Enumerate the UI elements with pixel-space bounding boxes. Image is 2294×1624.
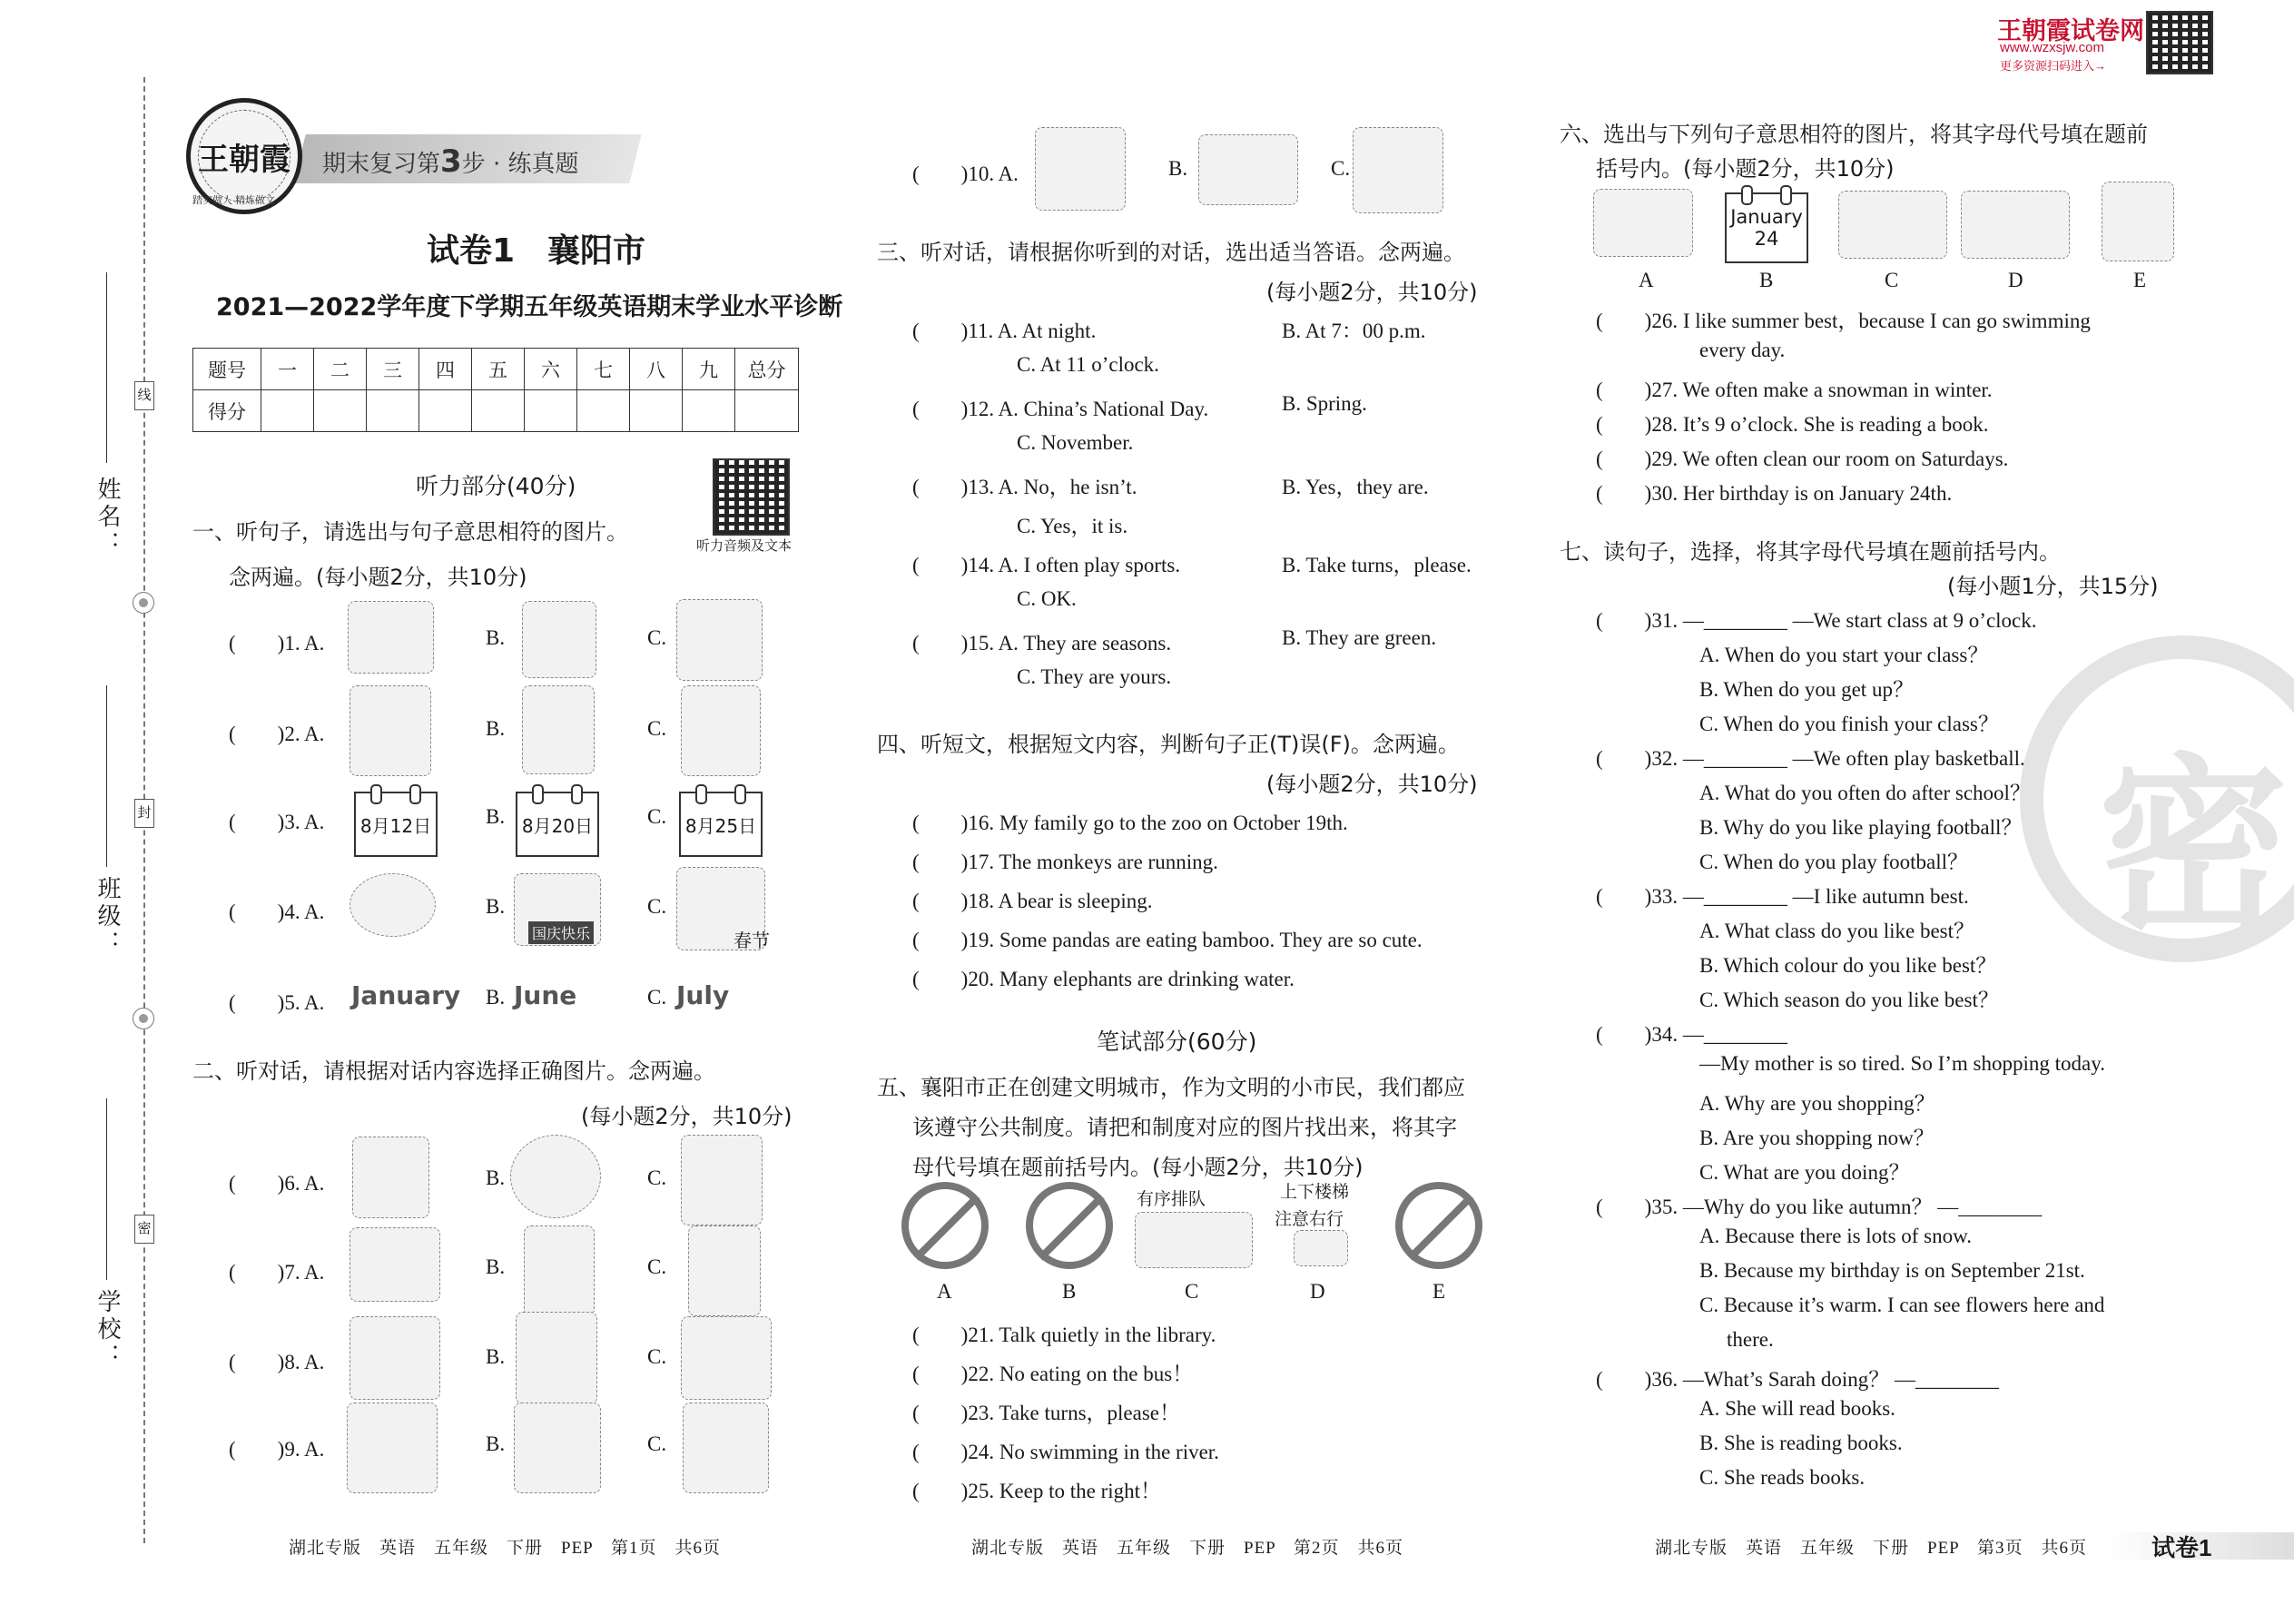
s6-letter-c: C <box>1885 269 1899 291</box>
s6-calendar-month: January <box>1730 206 1803 228</box>
q3-calendar-a: 8月12日 <box>354 792 438 857</box>
no-swimming-sign-icon <box>1395 1182 1482 1269</box>
q14-b: B. Take turns，please. <box>1282 554 1472 576</box>
q4-picture-a-mooncake <box>350 873 436 937</box>
s6-picture-a <box>1593 189 1693 257</box>
q11: ( )11. A. At night. <box>912 320 1097 342</box>
q31-a: A. When do you start your class？ <box>1699 644 1989 666</box>
q12-c: C. November. <box>1017 431 1134 454</box>
watermark-seal: 密 <box>2020 635 2294 962</box>
q35-c-cont: there. <box>1727 1328 1774 1351</box>
q6-picture-a <box>352 1137 429 1218</box>
q8-label: ( )8. A. <box>229 1351 325 1373</box>
score-cell: 八 <box>630 349 683 390</box>
q10-c-label: C. <box>1331 157 1351 180</box>
q6-picture-c <box>681 1135 763 1225</box>
q6-c-label: C. <box>647 1166 667 1189</box>
s5-letter-e: E <box>1433 1280 1446 1303</box>
banner-text: 期末复习第3步 · 练真题 <box>322 143 579 180</box>
q12: ( )12. A. China’s National Day. <box>912 398 1209 420</box>
score-blank[interactable] <box>577 390 630 432</box>
class-label: 班级： <box>94 876 121 958</box>
score-blank[interactable] <box>683 390 735 432</box>
q8-b-label: B. <box>486 1345 506 1368</box>
q36-a: A. She will read books. <box>1699 1397 1895 1420</box>
q1-picture-a <box>348 601 434 674</box>
s5-letter-a: A <box>937 1280 952 1303</box>
no-talking-sign-icon <box>1026 1182 1113 1269</box>
s2-title: 二、听对话，请根据对话内容选择正确图片。念两遍。 <box>192 1058 715 1084</box>
footer-page-2: 湖北专版 英语 五年级 下册 PEP 第2页 共6页 <box>971 1539 1404 1558</box>
q36: ( )36. —What’s Sarah doing？ —________ <box>1596 1368 1999 1391</box>
q9-picture-c <box>683 1403 769 1493</box>
q18: ( )18. A bear is sleeping. <box>912 890 1153 912</box>
score-cell: 六 <box>525 349 577 390</box>
score-table <box>192 348 799 432</box>
s3-score: (每小题2分，共10分) <box>1266 280 1478 305</box>
q26: ( )26. I like summer best，because I can go swimming <box>1596 310 2091 332</box>
q29: ( )29. We often clean our room on Saturdays. <box>1596 448 2009 470</box>
q15-c: C. They are yours. <box>1017 665 1172 688</box>
q4-b-label: B. <box>486 895 506 918</box>
site-url: www.wzxsjw.com <box>2000 40 2105 55</box>
score-blank[interactable] <box>367 390 419 432</box>
q23: ( )23. Take turns，please！ <box>912 1402 1180 1424</box>
q31: ( )31. —________ —We start class at 9 o’clock. <box>1596 609 2037 632</box>
q34-b: B. Are you shopping now？ <box>1699 1127 1935 1149</box>
brand-logo: 王朝霞 <box>186 98 302 214</box>
q2-picture-a <box>350 685 431 776</box>
q9-label: ( )9. A. <box>229 1438 325 1461</box>
writing-header: 笔试部分(60分) <box>1097 1029 1257 1055</box>
q35-a: A. Because there is lots of snow. <box>1699 1225 1972 1247</box>
footer-tag: 试卷1 <box>2151 1534 2212 1561</box>
s4-title: 四、听短文，根据短文内容，判断句子正(T)误(F)。念两遍。 <box>877 732 1460 757</box>
q8-c-label: C. <box>647 1345 667 1368</box>
q22: ( )22. No eating on the bus！ <box>912 1363 1194 1385</box>
q11-c: C. At 11 o’clock. <box>1017 353 1159 376</box>
footer-page-3: 湖北专版 英语 五年级 下册 PEP 第3页 共6页 <box>1655 1539 2088 1558</box>
q5-label: ( )5. A. <box>229 991 325 1014</box>
s5-letter-c: C <box>1185 1280 1199 1303</box>
exam-subtitle: 2021—2022学年度下学期五年级英语期末学业水平诊断 <box>216 293 843 321</box>
s6-letter-d: D <box>2008 269 2023 291</box>
q36-c: C. She reads books. <box>1699 1466 1866 1489</box>
q1-picture-b <box>522 601 596 678</box>
s5-title-3: 母代号填在题前括号内。(每小题2分，共10分) <box>912 1155 1364 1180</box>
s6-picture-e <box>2102 182 2174 261</box>
q5-month-a: January <box>351 980 461 1010</box>
q2-picture-c <box>681 685 761 776</box>
q27: ( )27. We often make a snowman in winter. <box>1596 379 1993 401</box>
q32: ( )32. —________ —We often play basketball. <box>1596 747 2025 770</box>
q8-picture-b <box>516 1312 597 1404</box>
s2-score: (每小题2分，共10分) <box>581 1104 793 1129</box>
q7-b-label: B. <box>486 1255 506 1278</box>
binding-hole <box>133 592 154 614</box>
q2-b-label: B. <box>486 717 506 740</box>
queue-picture <box>1135 1212 1253 1268</box>
q34-response: —My mother is so tired. So I’m shopping today. <box>1699 1052 2105 1075</box>
logo-motto: 踏实做人 精炼做文 <box>192 195 276 206</box>
q33-a: A. What class do you like best？ <box>1699 920 1974 942</box>
score-cell: 四 <box>419 349 472 390</box>
q15: ( )15. A. They are seasons. <box>912 632 1172 655</box>
q8-picture-a <box>350 1316 440 1400</box>
name-label: 姓名： <box>94 477 121 558</box>
q1-c-label: C. <box>647 626 667 649</box>
score-blank[interactable] <box>314 390 367 432</box>
q9-picture-a <box>347 1403 438 1493</box>
q14: ( )14. A. I often play sports. <box>912 554 1181 576</box>
q35-c: C. Because it’s warm. I can see flowers here and <box>1699 1294 2105 1316</box>
s3-title: 三、听对话，请根据你听到的对话，选出适当答语。念两遍。 <box>877 240 1465 265</box>
q2-label: ( )2. A. <box>229 723 325 745</box>
q10-b-label: B. <box>1168 157 1188 180</box>
s4-score: (每小题2分，共10分) <box>1266 772 1478 797</box>
q9-b-label: B. <box>486 1432 506 1455</box>
q32-a: A. What do you often do after school？ <box>1699 782 2031 804</box>
q4-label: ( )4. A. <box>229 901 325 923</box>
q6-label: ( )6. A. <box>229 1172 325 1195</box>
stairs-picture <box>1294 1230 1348 1266</box>
score-blank[interactable] <box>472 390 525 432</box>
s6-calendar-day: 24 <box>1754 228 1779 250</box>
binding-mark-xian: 线 <box>134 381 154 410</box>
q31-c: C. When do you finish your class？ <box>1699 713 1999 735</box>
q7-label: ( )7. A. <box>229 1261 325 1284</box>
s6-picture-c <box>1838 191 1947 259</box>
q1-picture-c <box>676 599 763 681</box>
qr-caption: 听力音频及文本 <box>696 538 793 554</box>
q13-b: B. Yes，they are. <box>1282 476 1429 498</box>
audio-qr-code[interactable] <box>713 458 790 536</box>
q32-c: C. When do you play football？ <box>1699 851 1968 873</box>
score-cell: 九 <box>683 349 735 390</box>
q20: ( )20. Many elephants are drinking water. <box>912 968 1295 990</box>
q13-c: C. Yes，it is. <box>1017 515 1128 537</box>
q19: ( )19. Some pandas are eating bamboo. They are so cute. <box>912 929 1423 951</box>
s5-title: 五、襄阳市正在创建文明城市，作为文明的小市民，我们都应 <box>877 1075 1465 1100</box>
q1-label: ( )1. A. <box>229 632 325 655</box>
s5-letter-b: B <box>1062 1280 1077 1303</box>
s6-letter-a: A <box>1639 269 1654 291</box>
score-cell: 五 <box>472 349 525 390</box>
q16: ( )16. My family go to the zoo on October 19th. <box>912 812 1348 834</box>
site-qr-code[interactable] <box>2146 11 2213 74</box>
school-label: 学校： <box>94 1289 121 1371</box>
q31-b: B. When do you get up？ <box>1699 678 1914 701</box>
q14-c: C. OK. <box>1017 587 1077 610</box>
q15-b: B. They are green. <box>1282 626 1437 649</box>
s7-score: (每小题1分，共15分) <box>1947 574 2159 599</box>
binding-mark-feng: 封 <box>134 799 154 828</box>
q10-picture-a <box>1035 127 1126 211</box>
s5-title-2: 该遵守公共制度。请把和制度对应的图片找出来，将其字 <box>912 1115 1457 1140</box>
score-cell: 三 <box>367 349 419 390</box>
s7-title: 七、读句子，选择，将其字母代号填在题前括号内。 <box>1560 539 2061 565</box>
score-cell: 题号 <box>193 349 261 390</box>
q5-month-b: June <box>514 980 577 1010</box>
q8-picture-c <box>681 1316 772 1400</box>
q34-c: C. What are you doing？ <box>1699 1161 1910 1184</box>
s1-title-2: 念两遍。(每小题2分，共10分) <box>229 565 527 590</box>
q17: ( )17. The monkeys are running. <box>912 851 1218 873</box>
score-label: 得分 <box>193 390 261 432</box>
q13: ( )13. A. No，he isn’t. <box>912 476 1137 498</box>
name-blank[interactable] <box>106 272 107 463</box>
q33-b: B. Which colour do you like best？ <box>1699 954 1997 977</box>
score-cell: 二 <box>314 349 367 390</box>
q6-b-label: B. <box>486 1166 506 1189</box>
binding-hole <box>133 1008 154 1029</box>
no-eating-sign-icon <box>901 1182 989 1269</box>
class-blank[interactable] <box>106 685 107 867</box>
score-cell: 七 <box>577 349 630 390</box>
site-hint: 更多资源扫码进入→ <box>2000 59 2107 73</box>
binding-mark-mi: 密 <box>134 1215 154 1244</box>
q10-label: ( )10. A. <box>912 162 1019 185</box>
score-cell: 一 <box>261 349 314 390</box>
score-blank[interactable] <box>419 390 472 432</box>
q3-c-label: C. <box>647 805 667 828</box>
q5-month-c: July <box>676 980 730 1010</box>
q12-b: B. Spring. <box>1282 392 1367 415</box>
q34-a: A. Why are you shopping？ <box>1699 1092 1935 1115</box>
q30: ( )30. Her birthday is on January 24th. <box>1596 482 1953 505</box>
s5-c-caption: 有序排队 <box>1137 1190 1206 1209</box>
listening-header: 听力部分(40分) <box>416 473 576 499</box>
q6-picture-b <box>510 1135 601 1218</box>
q2-c-label: C. <box>647 717 667 740</box>
q21: ( )21. Talk quietly in the library. <box>912 1324 1216 1346</box>
q7-picture-a <box>350 1227 440 1302</box>
q11-b: B. At 7：00 p.m. <box>1282 320 1426 342</box>
s6-title-2: 括号内。(每小题2分，共10分) <box>1596 156 1895 182</box>
q7-picture-b <box>524 1225 595 1316</box>
score-blank[interactable] <box>630 390 683 432</box>
q3-b-label: B. <box>486 805 506 828</box>
q28: ( )28. It’s 9 o’clock. She is reading a book. <box>1596 413 1989 436</box>
q35: ( )35. —Why do you like autumn？ —________ <box>1596 1196 2043 1218</box>
q10-picture-c <box>1353 127 1443 213</box>
q24: ( )24. No swimming in the river. <box>912 1441 1219 1463</box>
s6-calendar <box>1725 192 1808 263</box>
score-blank[interactable] <box>525 390 577 432</box>
footer-page-1: 湖北专版 英语 五年级 下册 PEP 第1页 共6页 <box>289 1539 722 1558</box>
score-cell: 总分 <box>735 349 799 390</box>
school-blank[interactable] <box>106 1098 107 1280</box>
q5-b-label: B. <box>486 986 506 1009</box>
q7-c-label: C. <box>647 1255 667 1278</box>
q7-picture-c <box>688 1225 761 1316</box>
s6-letter-e: E <box>2133 269 2147 291</box>
q33: ( )33. —________ —I like autumn best. <box>1596 885 1969 908</box>
score-blank[interactable] <box>735 390 799 432</box>
q5-c-label: C. <box>647 986 667 1009</box>
q25: ( )25. Keep to the right！ <box>912 1480 1162 1502</box>
s5-d-caption-1: 上下楼梯 <box>1280 1183 1350 1202</box>
q2-picture-b <box>522 685 595 774</box>
s6-title: 六、选出与下列句子意思相符的图片，将其字母代号填在题前 <box>1560 122 2148 147</box>
s1-title: 一、听句子，请选出与句子意思相符的图片。 <box>192 519 628 545</box>
q3-label: ( )3. A. <box>229 811 325 833</box>
s6-letter-b: B <box>1759 269 1774 291</box>
q1-b-label: B. <box>486 626 506 649</box>
s5-d-caption-2: 注意右行 <box>1275 1210 1344 1229</box>
q4-c-caption: 春节 <box>733 931 770 951</box>
q36-b: B. She is reading books. <box>1699 1432 1903 1454</box>
q10-picture-b <box>1198 134 1298 205</box>
q26-cont: every day. <box>1699 339 1786 361</box>
q4-b-caption: 国庆快乐 <box>528 921 594 944</box>
q34: ( )34. —________ <box>1596 1023 1787 1046</box>
q9-c-label: C. <box>647 1432 667 1455</box>
s6-picture-d <box>1961 191 2070 259</box>
q9-picture-b <box>514 1403 601 1493</box>
q32-b: B. Why do you like playing football？ <box>1699 816 2023 839</box>
q3-calendar-c: 8月25日 <box>679 792 763 857</box>
s5-letter-d: D <box>1310 1280 1325 1303</box>
q33-c: C. Which season do you like best？ <box>1699 989 1999 1011</box>
q4-c-label: C. <box>647 895 667 918</box>
q3-calendar-b: 8月20日 <box>516 792 599 857</box>
score-blank[interactable] <box>261 390 314 432</box>
q35-b: B. Because my birthday is on September 21st. <box>1699 1259 2085 1282</box>
exam-title: 试卷1 襄阳市 <box>427 232 646 270</box>
site-name: 王朝霞试卷网 <box>1997 17 2144 44</box>
